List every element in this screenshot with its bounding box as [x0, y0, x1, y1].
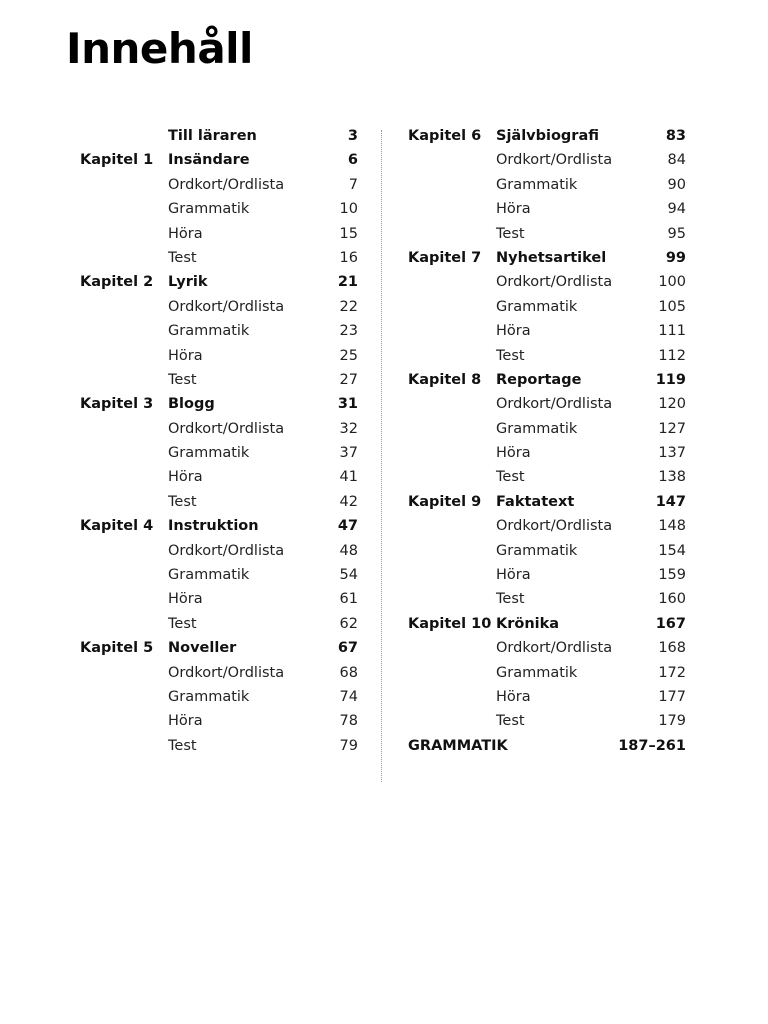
toc-entry-label: Test [496, 347, 525, 364]
toc-page-number: 31 [337, 396, 358, 413]
toc-entry [408, 295, 686, 319]
toc-entry-label: Grammatik [168, 688, 250, 705]
toc-entry [408, 587, 686, 611]
toc-entry-label: Självbiografi [496, 128, 599, 144]
toc-entry-label: Höra [496, 323, 531, 340]
toc-page-number: 37 [339, 445, 358, 462]
toc-entry-label: Grammatik [168, 567, 250, 584]
toc-page-number: 68 [339, 664, 358, 681]
toc-page-number: 112 [658, 347, 686, 364]
toc-entry-label: Test [168, 737, 197, 754]
toc-entry [80, 636, 358, 660]
toc-page-number: 100 [658, 274, 686, 291]
toc-page-number: 54 [339, 567, 358, 584]
toc-page-number: 172 [658, 664, 686, 681]
toc-page-number: 138 [658, 469, 686, 486]
toc-chapter-number: Kapitel 8 [408, 371, 482, 388]
toc-entry [408, 539, 686, 563]
toc-entry-label: Grammatik [168, 323, 250, 340]
toc-entry [80, 222, 358, 246]
toc-entry [80, 587, 358, 611]
toc-page-number: 67 [337, 640, 358, 657]
column-divider [381, 130, 382, 782]
toc-entry-label: Ordkort/Ordlista [168, 664, 285, 681]
toc-page-number: 25 [339, 347, 358, 364]
toc-entry [408, 490, 686, 514]
toc-entry [408, 173, 686, 197]
toc-entry [408, 319, 686, 343]
toc-entry [408, 392, 686, 416]
toc-entry-label: Test [496, 591, 525, 608]
toc-entry-label: Grammatik [496, 542, 578, 559]
toc-chapter-number: Kapitel 9 [408, 493, 482, 510]
toc-page-number: 147 [655, 493, 686, 510]
toc-page-number: 119 [655, 371, 686, 388]
toc-page-number: 47 [337, 518, 358, 535]
toc-entry-label: Ordkort/Ordlista [496, 640, 613, 657]
toc-entry [408, 197, 686, 221]
toc-entry [80, 295, 358, 319]
toc-entry [408, 514, 686, 538]
toc-entry [408, 441, 686, 465]
toc-entry-label: Höra [496, 445, 531, 462]
toc-entry-label: Test [168, 371, 197, 388]
toc-entry [408, 246, 686, 270]
toc-entry-label: Ordkort/Ordlista [496, 152, 613, 169]
toc-entry-label: Ordkort/Ordlista [168, 420, 285, 437]
toc-page-number: 99 [665, 249, 686, 266]
toc-entry-label: Till läraren [168, 128, 257, 144]
toc-entry-label: Grammatik [168, 445, 250, 462]
toc-entry [80, 344, 358, 368]
toc-entry [80, 563, 358, 587]
toc-entry [408, 709, 686, 733]
toc-entry-label: Faktatext [496, 493, 575, 510]
toc-chapter-number: Kapitel 5 [80, 640, 154, 657]
toc-page-number: 105 [658, 298, 686, 315]
toc-entry [408, 661, 686, 685]
toc-entry-label: Höra [496, 201, 531, 218]
toc-entry [80, 709, 358, 733]
toc-entry-label: Krönika [496, 615, 560, 632]
toc-page-number: 6 [347, 152, 358, 169]
toc-entry-label: Test [496, 713, 525, 730]
toc-page-number: 10 [339, 201, 358, 218]
toc-entry-label: Höra [168, 591, 203, 608]
toc-chapter-number: Kapitel 6 [408, 128, 482, 144]
toc-entry-label: Insändare [168, 152, 250, 169]
toc-entry-label: Test [496, 469, 525, 486]
toc-entry [80, 465, 358, 489]
toc-page-number: 90 [667, 176, 686, 193]
toc-page-number: 3 [347, 128, 358, 144]
toc-page-number: 187–261 [618, 737, 686, 754]
toc-page-number: 160 [658, 591, 686, 608]
toc-page-number: 21 [337, 274, 358, 291]
toc-entry-label: Lyrik [168, 274, 208, 291]
toc-entry [408, 563, 686, 587]
toc-entry-label: Ordkort/Ordlista [168, 298, 285, 315]
toc-page-number: 15 [339, 225, 358, 242]
toc-entry-label: Grammatik [168, 201, 250, 218]
toc-entry-label: Höra [496, 688, 531, 705]
toc-page-number: 159 [658, 567, 686, 584]
toc-entry [408, 368, 686, 392]
toc-entry [80, 514, 358, 538]
toc-page-number: 177 [658, 688, 686, 705]
toc-entry [80, 246, 358, 270]
toc-entry [80, 270, 358, 294]
toc-page-number: 61 [339, 591, 358, 608]
toc-entry [80, 734, 358, 758]
toc-entry [80, 685, 358, 709]
toc-entry-label: Ordkort/Ordlista [496, 274, 613, 291]
toc-page-number: 168 [658, 640, 686, 657]
toc-page-number: 22 [339, 298, 358, 315]
toc-column-right [408, 124, 686, 758]
toc-entry [80, 539, 358, 563]
toc-entry-label: Grammatik [496, 664, 578, 681]
toc-entry [80, 197, 358, 221]
toc-entry [408, 734, 686, 758]
toc-page-number: 94 [667, 201, 686, 218]
toc-entry-label: Test [168, 493, 197, 510]
toc-chapter-number: GRAMMATIK [408, 737, 508, 754]
toc-chapter-number: Kapitel 3 [80, 396, 154, 413]
toc-entry-label: Grammatik [496, 176, 578, 193]
toc-entry-label: Blogg [168, 396, 215, 413]
toc-entry [408, 222, 686, 246]
toc-page-number: 32 [339, 420, 358, 437]
toc-page-number: 84 [667, 152, 686, 169]
toc-page-number: 23 [339, 323, 358, 340]
toc-chapter-number: Kapitel 7 [408, 249, 482, 266]
toc-chapter-number: Kapitel 1 [80, 152, 154, 169]
toc-entry [408, 465, 686, 489]
toc-entry [80, 392, 358, 416]
toc-page-number: 74 [339, 688, 358, 705]
toc-entry [408, 270, 686, 294]
toc-entry [408, 124, 686, 148]
toc-page-number: 48 [339, 542, 358, 559]
toc-entry [408, 685, 686, 709]
page-title: Innehåll [66, 24, 253, 73]
toc-entry-label: Ordkort/Ordlista [168, 542, 285, 559]
toc-page-number: 16 [339, 249, 358, 266]
toc-entry-label: Ordkort/Ordlista [496, 396, 613, 413]
toc-page-number: 42 [339, 493, 358, 510]
toc-page-number: 111 [658, 323, 686, 340]
toc-entry-label: Grammatik [496, 420, 578, 437]
toc-entry-label: Reportage [496, 371, 582, 388]
toc-entry [80, 417, 358, 441]
toc-entry-label: Höra [168, 347, 203, 364]
toc-entry-label: Test [168, 249, 197, 266]
toc-page-number: 179 [658, 713, 686, 730]
toc-entry-label: Instruktion [168, 518, 259, 535]
toc-entry [80, 124, 358, 148]
toc-entry [408, 344, 686, 368]
toc-entry [80, 490, 358, 514]
toc-page-number: 78 [339, 713, 358, 730]
toc-entry-label: Höra [496, 567, 531, 584]
toc-page-number: 62 [339, 615, 358, 632]
toc-entry [408, 148, 686, 172]
toc-entry-label: Noveller [168, 640, 237, 657]
toc-entry [408, 636, 686, 660]
toc-chapter-number: Kapitel 2 [80, 274, 154, 291]
toc-entry [80, 368, 358, 392]
toc-entry-label: Höra [168, 225, 203, 242]
toc-page-number: 154 [658, 542, 686, 559]
toc-entry-label: Ordkort/Ordlista [496, 518, 613, 535]
toc-entry-label: Ordkort/Ordlista [168, 176, 285, 193]
toc-entry [408, 612, 686, 636]
toc-page-number: 167 [655, 615, 686, 632]
toc-page-number: 127 [658, 420, 686, 437]
toc-page-number: 41 [339, 469, 358, 486]
toc-page-number: 120 [658, 396, 686, 413]
toc-page-number: 137 [658, 445, 686, 462]
toc-entry-label: Höra [168, 469, 203, 486]
toc-entry-label: Nyhetsartikel [496, 249, 607, 266]
toc-page-number: 79 [339, 737, 358, 754]
toc-entry-label: Test [168, 615, 197, 632]
toc-page-number: 148 [658, 518, 686, 535]
toc-entry [80, 173, 358, 197]
toc-entry [80, 441, 358, 465]
toc-entry [80, 319, 358, 343]
toc-entry [80, 612, 358, 636]
toc-entry [80, 148, 358, 172]
toc-page-number: 95 [667, 225, 686, 242]
toc-column-left [80, 124, 358, 758]
toc-entry-label: Höra [168, 713, 203, 730]
toc-page-number: 7 [348, 176, 358, 193]
toc-entry [80, 661, 358, 685]
toc-page-number: 83 [665, 128, 686, 144]
toc-chapter-number: Kapitel 4 [80, 518, 154, 535]
toc-entry-label: Test [496, 225, 525, 242]
toc-entry-label: Grammatik [496, 298, 578, 315]
toc-page-number: 27 [339, 371, 358, 388]
toc-chapter-number: Kapitel 10 [408, 615, 492, 632]
toc-entry [408, 417, 686, 441]
